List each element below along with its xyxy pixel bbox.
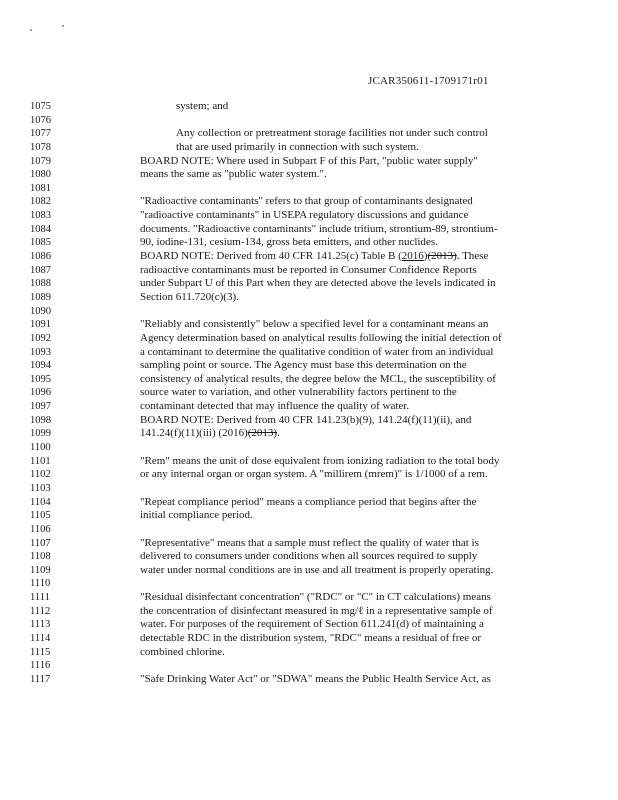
line-number: 1084	[30, 223, 51, 235]
text-line: the concentration of disinfectant measured in mg/ℓ in a representative sample of	[140, 604, 493, 617]
text-line: system; and	[176, 100, 229, 112]
text-line: a contaminant to determine the qualitative condition of water from an individual	[140, 345, 494, 358]
text-line: source water to variation, and other vulnerability factors pertinent to the	[140, 386, 457, 399]
text-line: under Subpart U of this Part when they are detected above the levels indicated in	[140, 277, 496, 290]
line-number: 1101	[30, 455, 51, 467]
text-line: consistency of analytical results, the degree below the MCL, the susceptibility of	[140, 372, 496, 385]
line-number: 1098	[30, 414, 51, 426]
line-number: 1076	[30, 114, 51, 126]
text-line: initial compliance period.	[140, 509, 253, 522]
document-body	[140, 100, 550, 687]
definition-repeat-compliance-period: "Repeat compliance period" means a compliance period that begins after the	[140, 495, 477, 508]
text-span: )	[423, 250, 428, 263]
line-number: 1100	[30, 442, 51, 454]
text-line: or any internal organ or organ system. A "millirem (mrem)" is 1/1000 of a rem.	[140, 468, 488, 481]
text-line: Agency determination based on analytical results following the initial detection of	[140, 331, 502, 344]
text-span: . These	[456, 250, 489, 263]
text-line: water under normal conditions are in use and all treatment is properly operating.	[140, 563, 494, 576]
board-note: BOARD NOTE: Derived from 40 CFR 141.23(b)(9), 141.24(f)(11)(ii), and	[140, 413, 472, 426]
text-line: "radioactive contaminants" in USEPA regulatory discussions and guidance	[140, 209, 469, 222]
line-number: 1117	[30, 673, 51, 685]
text-line	[140, 427, 550, 441]
definition-reliably-and-consistently: "Reliably and consistently" below a specified level for a contaminant means an	[140, 318, 489, 331]
text-line: 90, iodine-131, cesium-134, gross beta emitters, and other nuclides.	[140, 236, 438, 249]
line-number: 1111	[30, 592, 50, 604]
text-span: .	[277, 427, 280, 440]
line-number: 1078	[30, 141, 51, 153]
line-number: 1113	[30, 619, 51, 631]
line-number: 1115	[30, 646, 51, 658]
line-number: 1114	[30, 632, 51, 644]
scan-speck	[30, 29, 32, 31]
line-number: 1088	[30, 278, 51, 290]
line-number: 1091	[30, 319, 51, 331]
line-number: 1092	[30, 332, 51, 344]
line-number: 1087	[30, 264, 51, 276]
line-number: 1106	[30, 523, 51, 535]
line-number: 1105	[30, 510, 51, 522]
line-number: 1094	[30, 360, 51, 372]
definition-safe-drinking-water-act: "Safe Drinking Water Act" or "SDWA" means the Public Health Service Act, as	[140, 672, 491, 685]
board-note	[140, 250, 550, 264]
text-line: contaminant detected that may influence the quality of water.	[140, 400, 410, 413]
text-line: means the same as "public water system.".	[140, 168, 327, 181]
text-line: detectable RDC in the distribution system, "RDC" means a residual of free or	[140, 631, 482, 644]
line-number: 1107	[30, 537, 51, 549]
line-number: 1089	[30, 291, 51, 303]
definition-residual-disinfectant-concentration: "Residual disinfectant concentration" ("RDC" or "C" in CT calculations) means	[140, 591, 491, 604]
line-number: 1081	[30, 182, 51, 194]
text-line: radioactive contaminants must be reported in Consumer Confidence Reports	[140, 263, 477, 276]
line-number: 1108	[30, 551, 51, 563]
line-number: 1079	[30, 155, 51, 167]
scan-speck	[62, 25, 64, 27]
line-number: 1082	[30, 196, 51, 208]
line-number-column	[30, 100, 70, 687]
line-number: 1109	[30, 564, 51, 576]
deleted-text: (2013)	[247, 427, 278, 440]
text-line: delivered to consumers under conditions when all sources required to supply	[140, 550, 478, 563]
line-number: 1096	[30, 387, 51, 399]
line-number: 1086	[30, 251, 51, 263]
line-number: 1097	[30, 401, 51, 413]
definition-representative: "Representative" means that a sample must reflect the quality of water that is	[140, 536, 479, 549]
text-line: Any collection or pretreatment storage facilities not under such control	[176, 127, 488, 140]
deleted-text: (2013)	[427, 250, 457, 263]
text-line: sampling point or source. The Agency must base this determination on the	[140, 359, 467, 372]
text-line: that are used primarily in connection with such system.	[176, 140, 419, 153]
line-number: 1075	[30, 101, 51, 112]
line-number: 1080	[30, 169, 51, 181]
inserted-text: 2016	[401, 250, 424, 263]
text-line: Section 611.720(c)(3).	[140, 290, 239, 303]
text-line: combined chlorine.	[140, 645, 225, 658]
line-number: 1116	[30, 660, 51, 672]
document-id: JCAR350611-1709171r01	[368, 75, 489, 87]
line-number: 1103	[30, 482, 51, 494]
text-span: BOARD NOTE: Derived from 40 CFR 141.25(c) Table B (	[140, 250, 402, 263]
text-span: 141.24(f)(11)(iii) (2016)	[140, 427, 248, 440]
definition-rem: "Rem" means the unit of dose equivalent from ionizing radiation to the total body	[140, 454, 500, 467]
text-line: documents. "Radioactive contaminants" include tritium, strontium-89, strontium-	[140, 222, 498, 235]
text-line: water. For purposes of the requirement of Section 611.241(d) of maintaining a	[140, 618, 484, 631]
line-number: 1090	[30, 305, 51, 317]
line-number: 1112	[30, 605, 51, 617]
line-number: 1095	[30, 373, 51, 385]
line-number: 1093	[30, 346, 51, 358]
board-note: BOARD NOTE: Where used in Subpart F of this Part, "public water supply"	[140, 154, 478, 167]
line-number: 1110	[30, 578, 51, 590]
line-number: 1099	[30, 428, 51, 440]
definition-radioactive-contaminants: "Radioactive contaminants" refers to that group of contaminants designated	[140, 195, 473, 208]
line-number: 1102	[30, 469, 51, 481]
line-number: 1104	[30, 496, 51, 508]
line-number: 1083	[30, 210, 51, 222]
line-number: 1077	[30, 128, 51, 140]
line-number: 1085	[30, 237, 51, 249]
